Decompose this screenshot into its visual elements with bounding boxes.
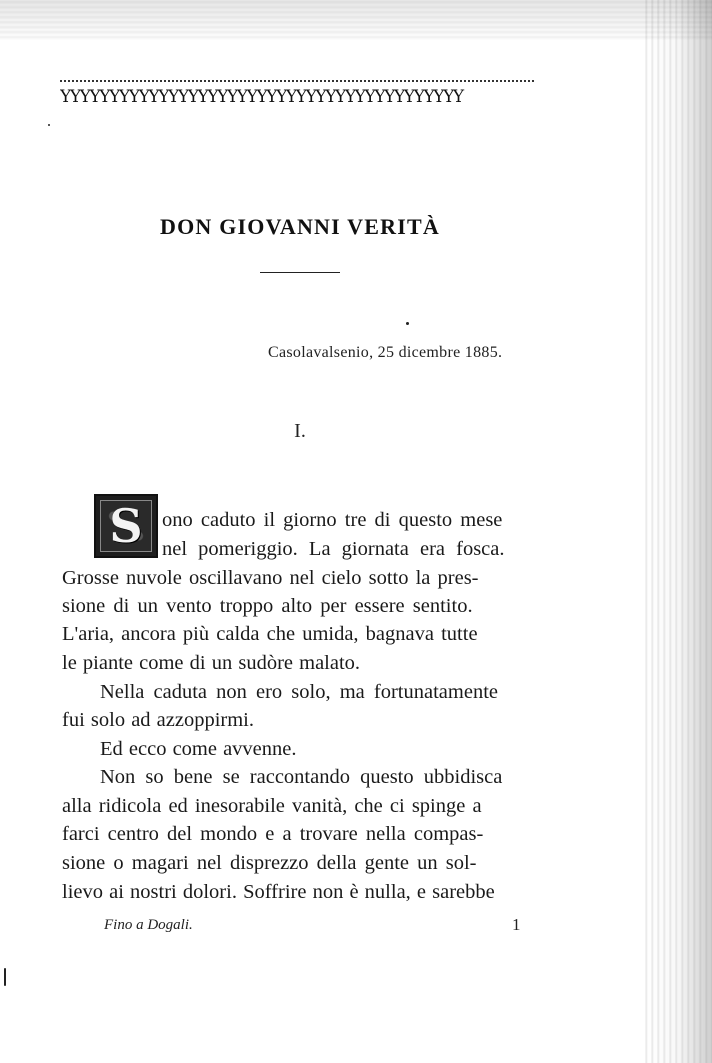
running-footer-title: Fino a Dogali. (104, 917, 193, 933)
body-line-1: ono caduto il giorno tre di questo mese (162, 509, 503, 531)
header-dotted-rule (60, 80, 534, 82)
dateline: Casolavalsenio, 25 dicembre 1885. (268, 344, 503, 361)
scan-edge-right (642, 0, 712, 1063)
body-line-6: le piante come di un sudòre malato. (62, 652, 361, 674)
chapter-title: DON GIOVANNI VERITÀ (160, 214, 440, 239)
body-line-4: sione di un vento troppo alto per essere sentito. (62, 595, 473, 617)
body-line-3: Grosse nuvole oscillavano nel cielo sotto la pres- (62, 567, 479, 589)
section-number: I. (294, 420, 306, 442)
body-line-14: lievo ai nostri dolori. Soffrire non è nulla, e sarebbe (62, 881, 495, 903)
title-divider (260, 272, 340, 273)
body-line-2: nel pomeriggio. La giornata era fosca. (162, 538, 505, 560)
body-line-13: sione o magari nel disprezzo della gente un sol- (62, 852, 477, 874)
header-ornament-band: YYYYYYYYYYYYYYYYYYYYYYYYYYYYYYYYYYYYYYYYY (60, 88, 463, 106)
decorated-initial (94, 494, 158, 558)
body-line-10: Non so bene se raccontando questo ubbidisca (100, 766, 503, 788)
body-line-8: fui solo ad azzoppirmi. (62, 709, 255, 731)
body-line-7: Nella caduta non ero solo, ma fortunatamente (100, 681, 498, 703)
decorated-initial-letter: S (109, 499, 143, 553)
body-line-5: L'aria, ancora più calda che umida, bagnava tutte (62, 623, 478, 645)
body-line-12: farci centro del mondo e a trovare nella compas- (62, 823, 484, 845)
scan-speck (406, 322, 409, 325)
decorated-initial-frame (100, 500, 152, 552)
scan-speck (48, 124, 50, 126)
page-number: 1 (512, 915, 521, 934)
scan-edge-top (0, 0, 712, 40)
scan-speck (4, 968, 6, 986)
body-line-9: Ed ecco come avvenne. (100, 738, 297, 760)
body-line-11: alla ridicola ed inesorabile vanità, che ci spinge a (62, 795, 482, 817)
